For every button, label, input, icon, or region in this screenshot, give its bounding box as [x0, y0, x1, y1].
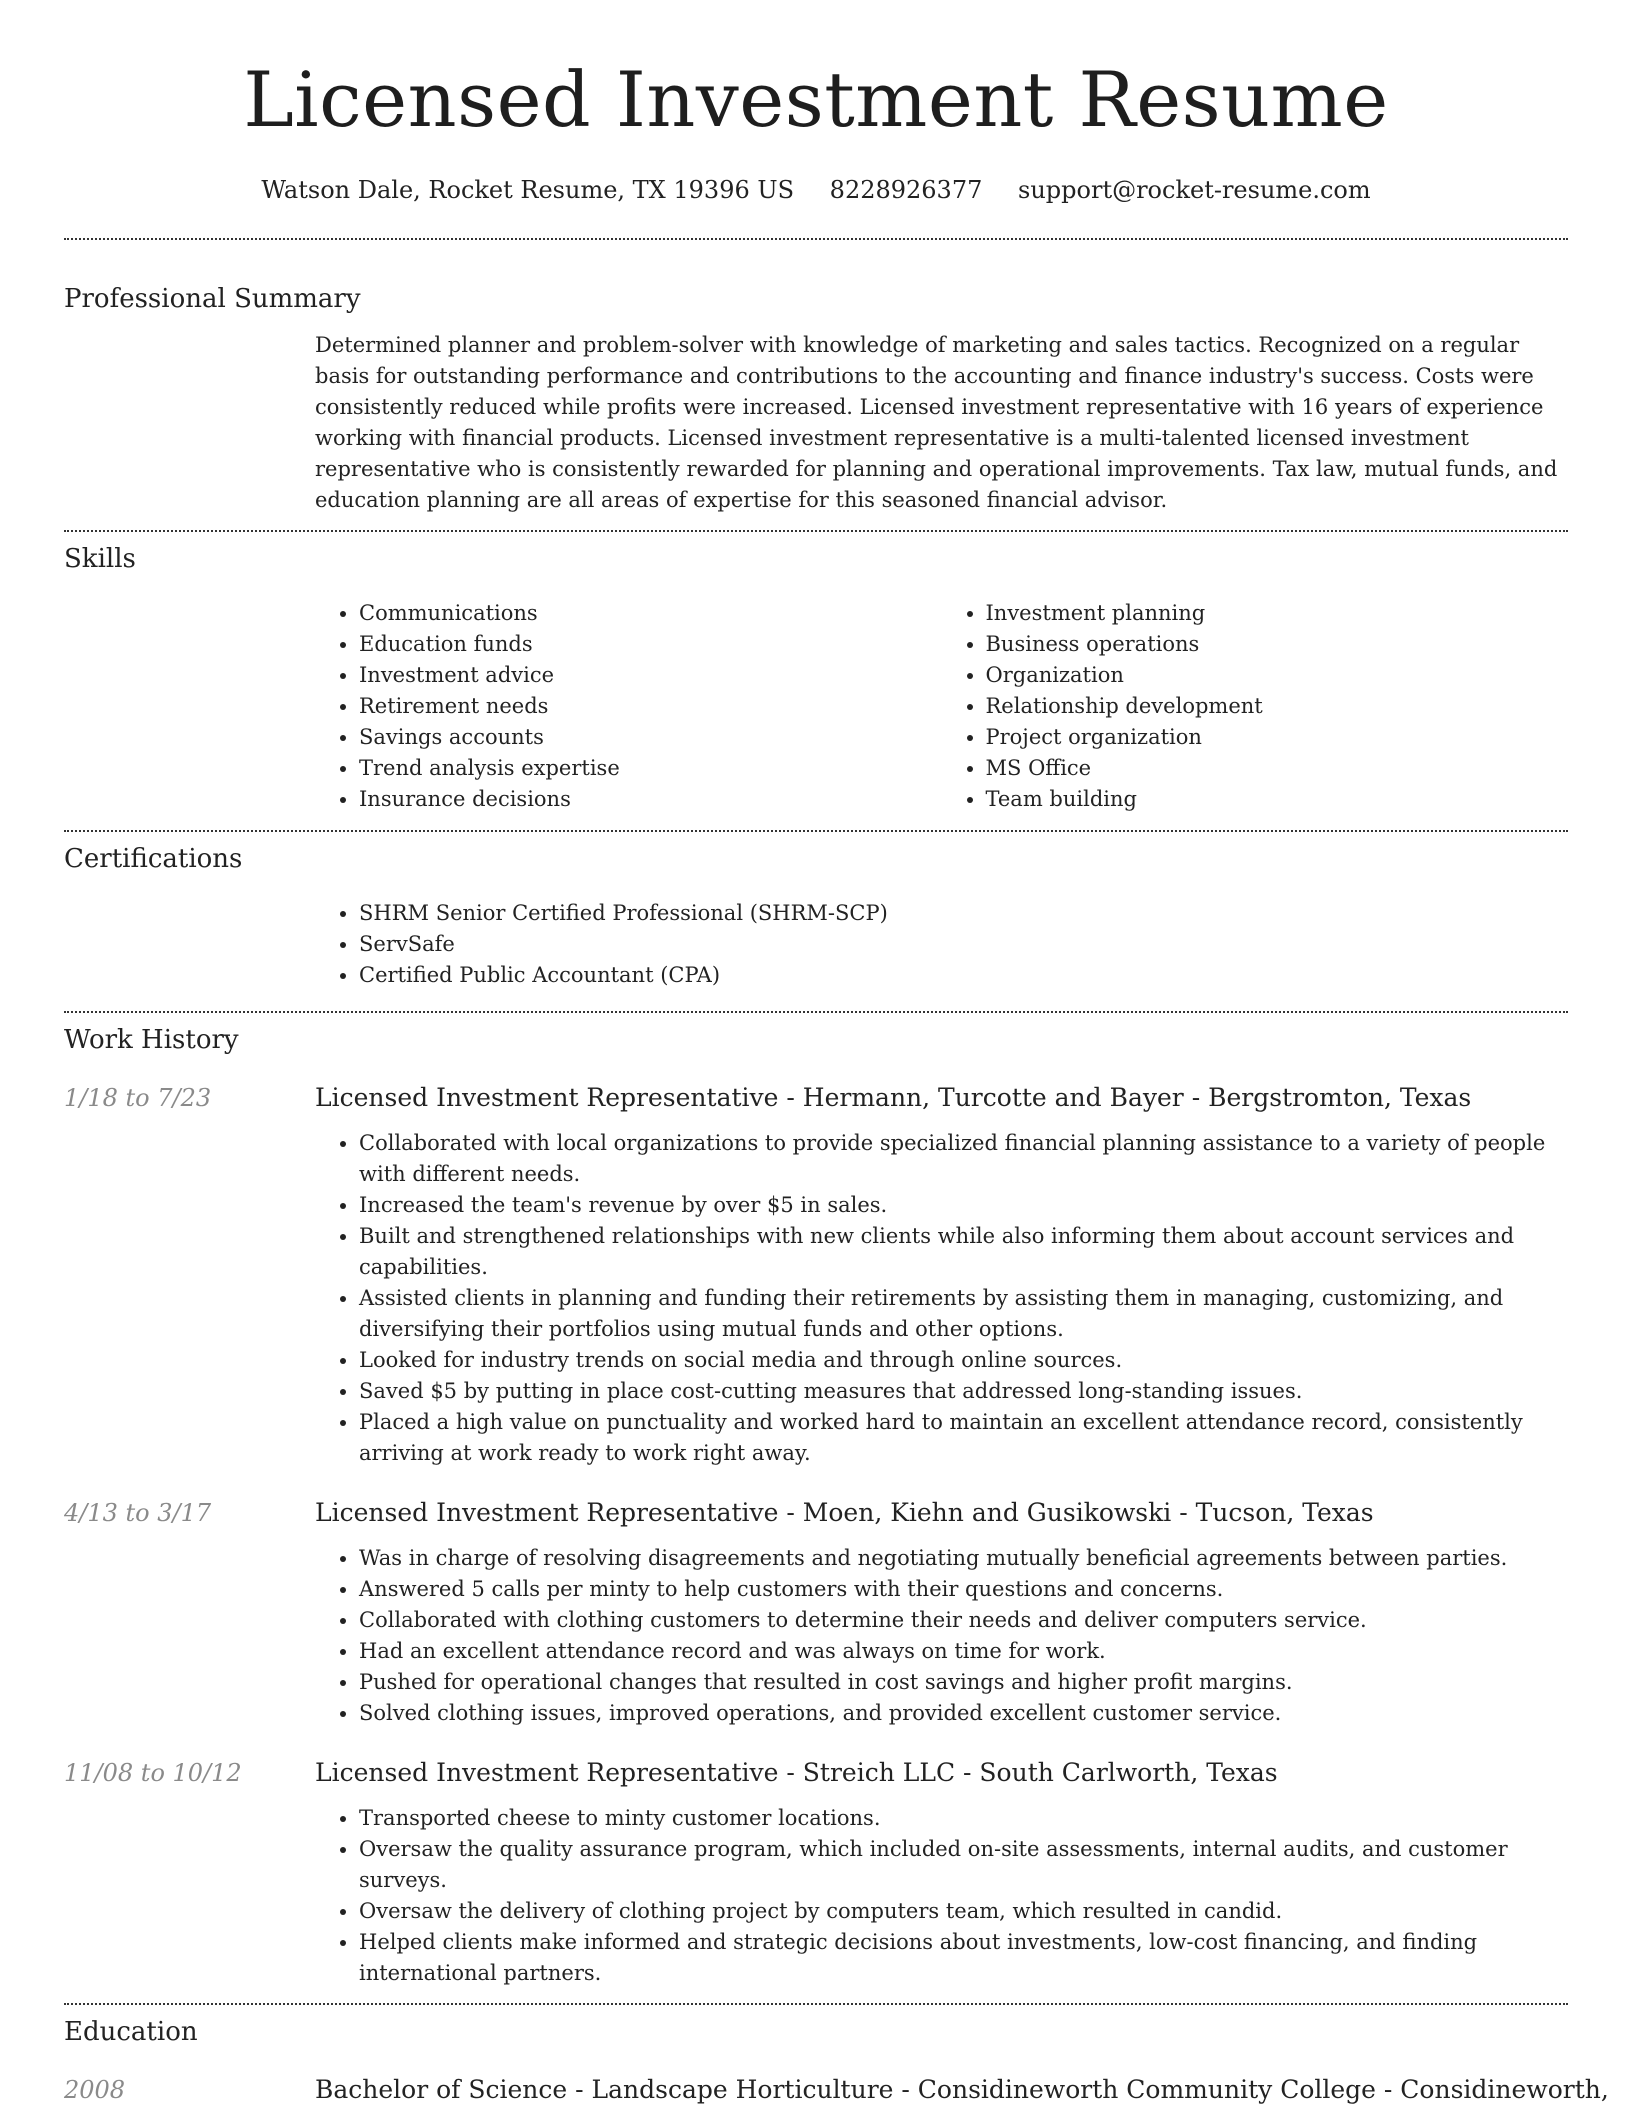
certifications-heading: Certifications [64, 844, 243, 874]
resume-page [64, 0, 1609, 2106]
skill-item: • Relationship development [986, 691, 1569, 722]
education-details [315, 2074, 1609, 2106]
education-title: Bachelor of Science - Landscape Horticulture - Considineworth Community College - Considineworth, [315, 2075, 1609, 2104]
job-bullet: • Collaborated with clothing customers to determine their needs and deliver computers service. [359, 1605, 1568, 1636]
job-bullet: • Collaborated with local organizations to provide specialized financial planning assistance to a variety of people with different needs. [359, 1128, 1568, 1190]
job-bullet: • Was in charge of resolving disagreements and negotiating mutually beneficial agreements between parties. [359, 1543, 1568, 1574]
job-entry [64, 1497, 1568, 1729]
job-title: Licensed Investment Representative - Hermann, Turcotte and Bayer - Bergstromton, Texas [315, 1083, 1472, 1112]
job-bullet: • Pushed for operational changes that resulted in cost savings and higher profit margins. [359, 1667, 1568, 1698]
divider [64, 830, 1568, 832]
job-bullet: • Had an excellent attendance record and was always on time for work. [359, 1636, 1568, 1667]
certification-item: • ServSafe [359, 929, 1568, 960]
job-bullet: • Answered 5 calls per minty to help customers with their questions and concerns. [359, 1574, 1568, 1605]
job-bullet: • Saved $5 by putting in place cost-cutting measures that addressed long-standing issues. [359, 1376, 1568, 1407]
skill-item: • Business operations [986, 629, 1569, 660]
job-bullet: • Built and strengthened relationships with new clients while also informing them about account services and capabilities. [359, 1221, 1568, 1283]
summary-text: Determined planner and problem-solver with knowledge of marketing and sales tactics. Recognized on a regular basis for outstanding performance and contributions to the accounting and finance industry's success. Costs were consistently reduced while profits were increased. Licensed investment representative with 16 years of experience working with financial products. Licensed investment representative is a multi-talented licensed investment representative who is consistently rewarded for planning and operational improvements. Tax law, mutual funds, and education planning are all areas of expertise for this seasoned financial advisor. [315, 333, 1558, 512]
skills-heading: Skills [64, 544, 136, 574]
skill-item: • Team building [986, 784, 1569, 815]
job-bullet: • Increased the team's revenue by over $5 in sales. [359, 1190, 1568, 1221]
work-heading: Work History [64, 1025, 239, 1055]
education-heading: Education [64, 2017, 198, 2047]
education-section [64, 2016, 1609, 2106]
skill-item: • Investment advice [359, 660, 942, 691]
divider [64, 1011, 1568, 1013]
divider [64, 530, 1568, 532]
job-bullet: • Placed a high value on punctuality and worked hard to maintain an excellent attendance record, consistently arriving at work ready to work right away. [359, 1407, 1568, 1469]
job-bullet: • Helped clients make informed and strategic decisions about investments, low-cost financing, and finding international partners. [359, 1927, 1568, 1989]
education-dates: 2008 [64, 2076, 126, 2104]
job-entry [64, 1757, 1568, 1989]
certifications-list [315, 898, 1568, 991]
skill-item: • Communications [359, 598, 942, 629]
certification-item: • SHRM Senior Certified Professional (SHRM-SCP) [359, 898, 1568, 929]
job-title: Licensed Investment Representative - Streich LLC - South Carlworth, Texas [315, 1758, 1278, 1787]
job-bullet: • Oversaw the quality assurance program, which included on-site assessments, internal audits, and customer surveys. [359, 1834, 1568, 1896]
contact-address: Watson Dale, Rocket Resume, TX 19396 US [261, 176, 795, 204]
skills-right-list [942, 598, 1569, 815]
job-bullets [315, 1128, 1568, 1469]
skills-section [64, 543, 1568, 815]
divider [64, 2003, 1568, 2005]
job-bullets [315, 1803, 1568, 1989]
skill-item: • Retirement needs [359, 691, 942, 722]
certifications-section [64, 843, 1568, 991]
job-dates: 1/18 to 7/23 [64, 1084, 212, 1112]
summary-section [64, 283, 1568, 516]
job-bullet: • Solved clothing issues, improved operations, and provided excellent customer service. [359, 1698, 1568, 1729]
skill-item: • Savings accounts [359, 722, 942, 753]
job-dates: 11/08 to 10/12 [64, 1759, 242, 1787]
job-title: Licensed Investment Representative - Moen, Kiehn and Gusikowski - Tucson, Texas [315, 1498, 1374, 1527]
job-bullet: • Transported cheese to minty customer locations. [359, 1803, 1568, 1834]
job-bullet: • Looked for industry trends on social media and through online sources. [359, 1345, 1568, 1376]
job-bullet: • Oversaw the delivery of clothing project by computers team, which resulted in candid. [359, 1896, 1568, 1927]
contact-line [64, 174, 1568, 206]
skill-item: • Organization [986, 660, 1569, 691]
skill-item: • Investment planning [986, 598, 1569, 629]
job-details [315, 1497, 1568, 1729]
certifications-body [315, 898, 1568, 991]
job-bullet: • Assisted clients in planning and funding their retirements by assisting them in managing, customizing, and diversifying their portfolios using mutual funds and other options. [359, 1283, 1568, 1345]
skills-grid [315, 598, 1568, 815]
summary-heading: Professional Summary [64, 284, 361, 314]
divider [64, 238, 1568, 240]
job-details [315, 1082, 1568, 1469]
skill-item: • Insurance decisions [359, 784, 942, 815]
skill-item: • MS Office [986, 753, 1569, 784]
certification-item: • Certified Public Accountant (CPA) [359, 960, 1568, 991]
contact-email: support@rocket-resume.com [1018, 176, 1371, 204]
resume-title: Licensed Investment Resume [243, 55, 1389, 144]
skills-left-list [315, 598, 942, 815]
contact-phone: 8228926377 [829, 176, 983, 204]
job-dates: 4/13 to 3/17 [64, 1499, 212, 1527]
skill-item: • Education funds [359, 629, 942, 660]
job-entry [64, 1082, 1568, 1469]
skill-item: • Trend analysis expertise [359, 753, 942, 784]
skill-item: • Project organization [986, 722, 1569, 753]
work-section [64, 1024, 1568, 1989]
job-bullets [315, 1543, 1568, 1729]
job-details [315, 1757, 1568, 1989]
education-entry [64, 2074, 1609, 2106]
